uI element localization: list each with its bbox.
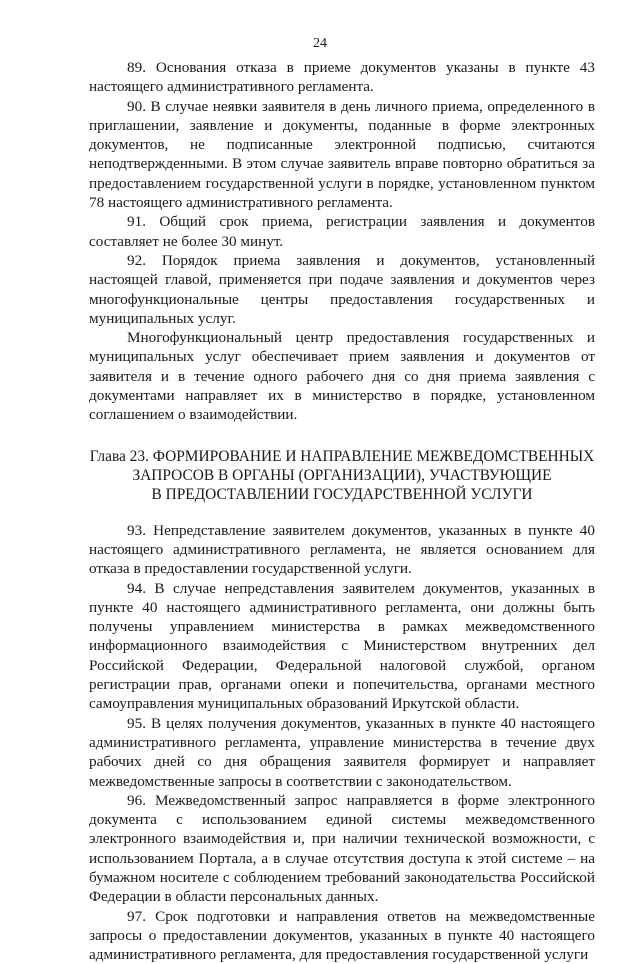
- chapter-heading-line: ЗАПРОСОВ В ОРГАНЫ (ОРГАНИЗАЦИИ), УЧАСТВУЮЩИЕ: [132, 466, 552, 484]
- paragraph-94: 94. В случае непредставления заявителем документов, указанных в пункте 40 настоящего административного регламента, они должны быть получены управлением министерства в рамках межведомственного информационного взаимодействия с Министерством внутренних дел Российской Федерации, Федеральной налоговой службой, органом регистрации прав, органами опеки и попечительства, органами местного самоуправления муниципальных образований Иркутской области.: [89, 579, 595, 713]
- document-body: [89, 58, 595, 964]
- paragraph-92: 92. Порядок приема заявления и документов, установленный настоящей главой, применяется при подаче заявления и документов через многофункциональные центры предоставления государственных и муниципальных услуг.: [89, 251, 595, 327]
- paragraph-96: 96. Межведомственный запрос направляется в форме электронного документа с использованием единой системы межведомственного электронного взаимодействия и, при наличии технической возможности, с использованием Портала, а в случае отсутствия доступа к этой системе – на бумажном носителе с соблюдением требований законодательства Российской Федерации в области персональных данных.: [89, 791, 595, 906]
- paragraph-90: 90. В случае неявки заявителя в день личного приема, определенного в приглашении, заявление и документы, поданные в форме электронных документов, не подписанные электронной подписью, считаются неподтвержденными. В этом случае заявитель вправе повторно обратиться за предоставлением государственной услуги в порядке, установленном пунктом 78 настоящего административного регламента.: [89, 97, 595, 212]
- chapter-heading-line: В ПРЕДОСТАВЛЕНИИ ГОСУДАРСТВЕННОЙ УСЛУГИ: [151, 485, 533, 503]
- paragraph-97: 97. Срок подготовки и направления ответов на межведомственные запросы о предоставлении документов, указанных в пункте 40 настоящего административного регламента, для предоставления государственной услуги: [89, 907, 595, 964]
- paragraph-92-continuation: Многофункциональный центр предоставления государственных и муниципальных услуг обеспечивает прием заявления и документов от заявителя и в течение одного рабочего дня со дня приема заявления с документами направляет их в министерство в порядке, установленном соглашением о взаимодействии.: [89, 329, 595, 424]
- page-number: 24: [313, 36, 327, 51]
- paragraph-93: 93. Непредставление заявителем документов, указанных в пункте 40 настоящего административного регламента, не является основанием для отказа в предоставлении государственной услуги.: [89, 521, 595, 578]
- chapter-heading-line: Глава 23. ФОРМИРОВАНИЕ И НАПРАВЛЕНИЕ МЕЖВЕДОМСТВЕННЫХ: [89, 447, 595, 465]
- paragraph-91: 91. Общий срок приема, регистрации заявления и документов составляет не более 30 минут.: [89, 213, 595, 250]
- paragraph-95: 95. В целях получения документов, указанных в пункте 40 настоящего административного регламента, управление министерства в течение двух рабочих дней со дня обращения заявителя формирует и направляет межведомственные запросы в соответствии с законодательством.: [89, 714, 595, 790]
- paragraph-89: 89. Основания отказа в приеме документов указаны в пункте 43 настоящего административного регламента.: [89, 59, 595, 96]
- chapter-heading: [89, 447, 595, 504]
